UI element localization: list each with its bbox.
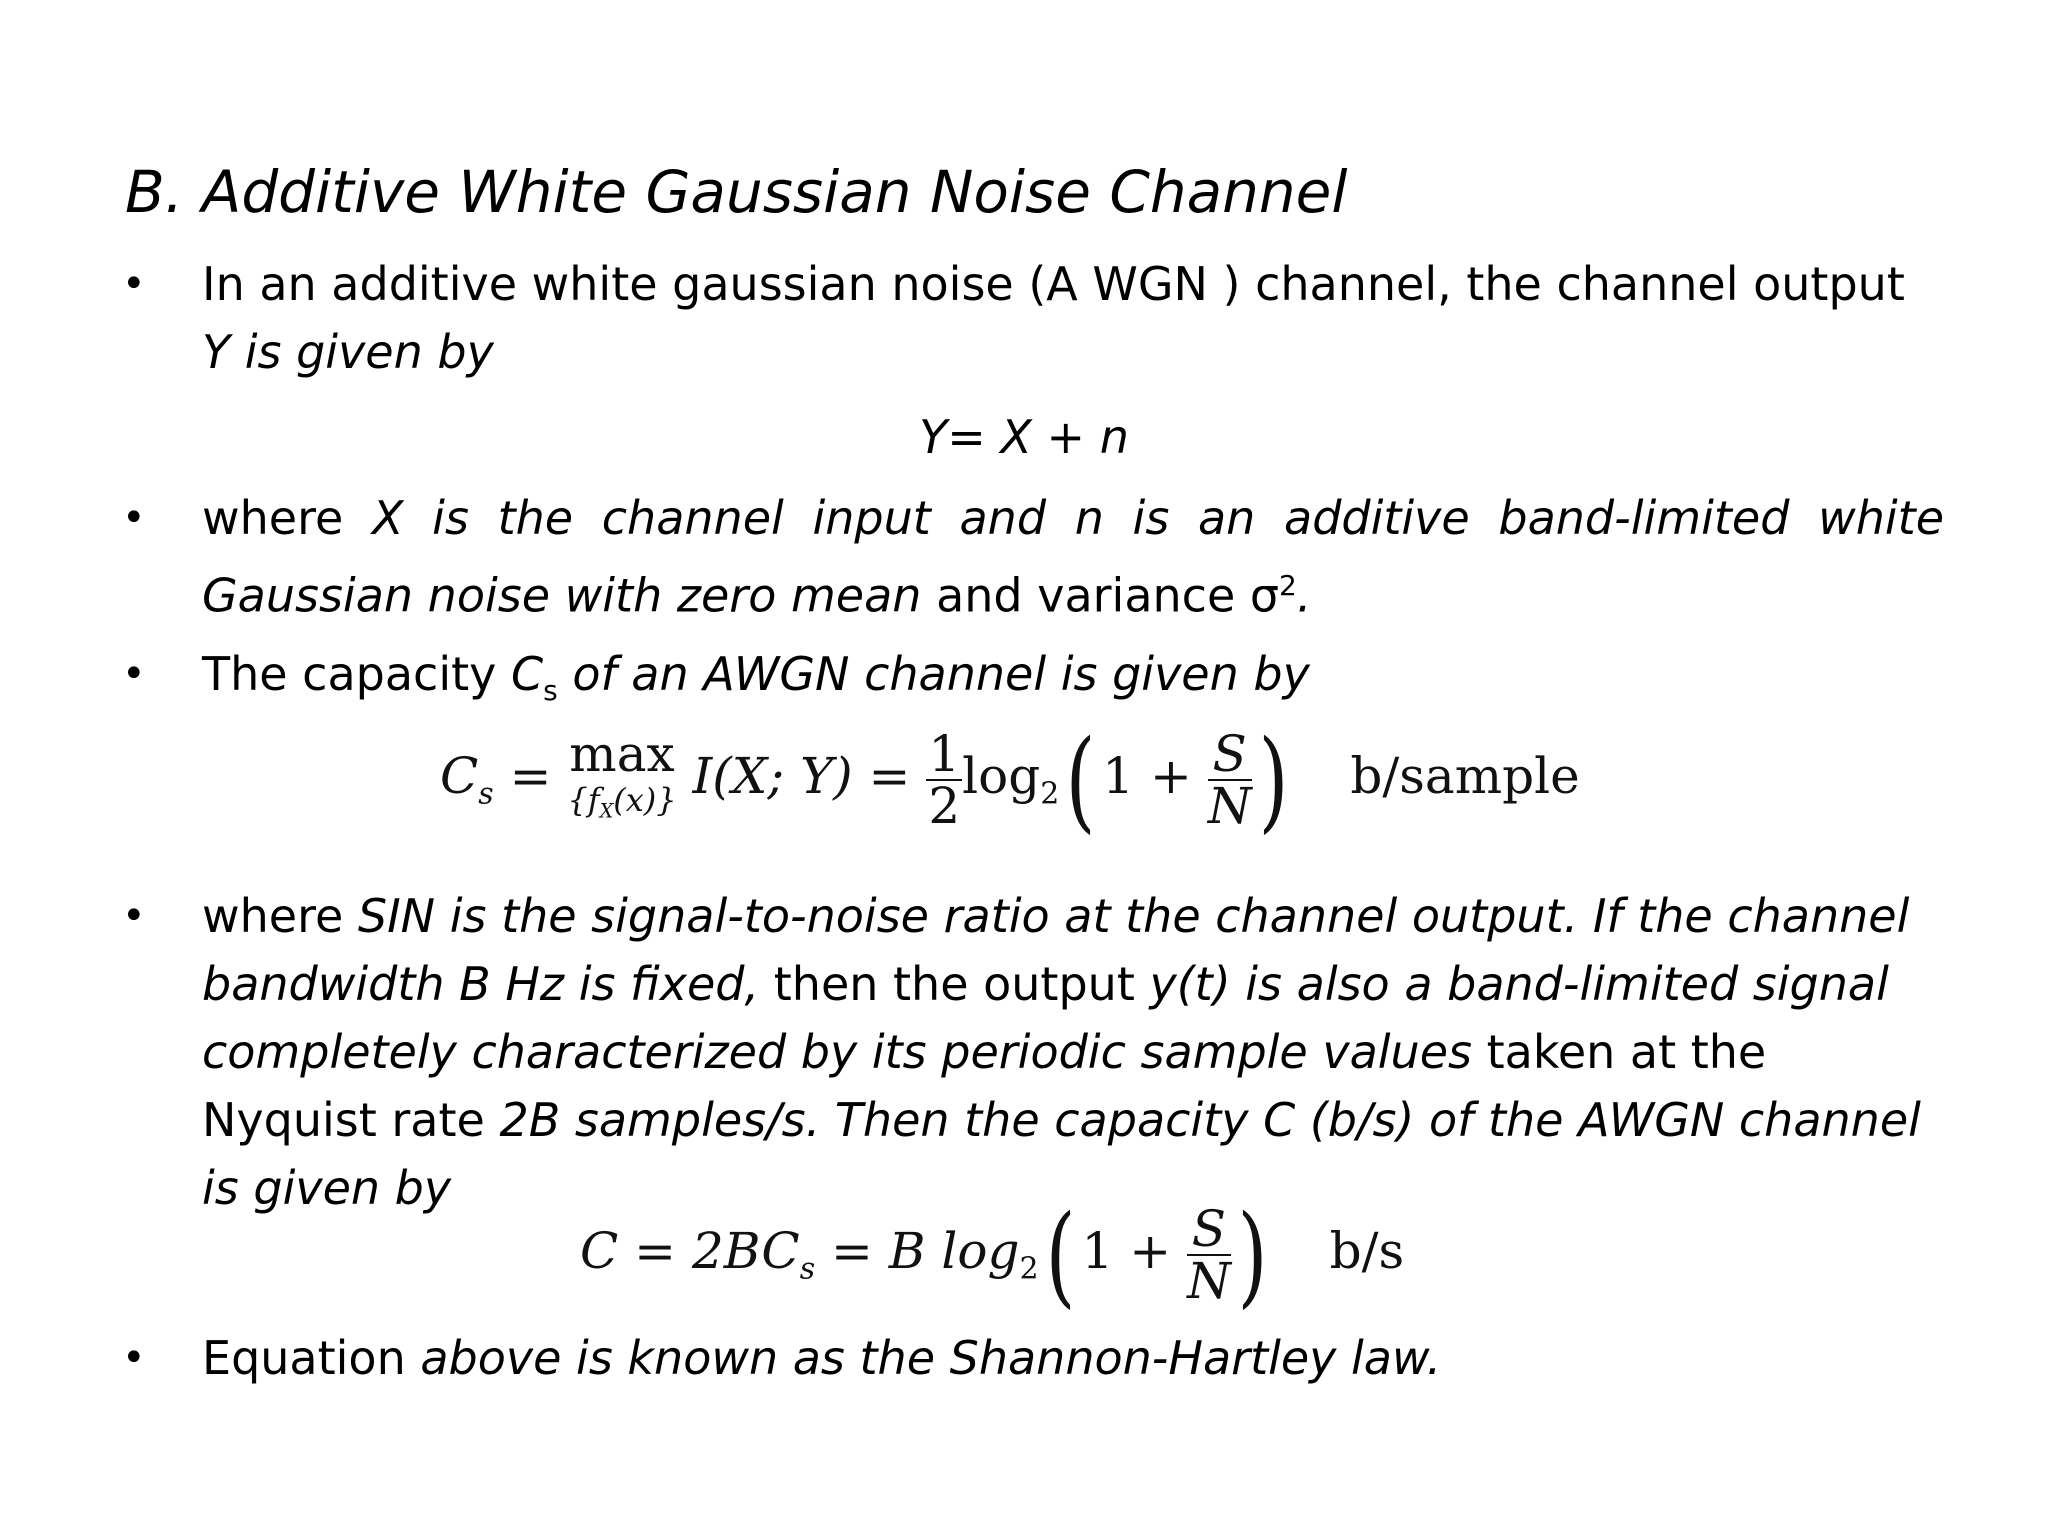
eq2-lhs-sub: s: [799, 1251, 816, 1287]
eq-snr-num: S: [1208, 729, 1252, 781]
eq-max-under-a: {f: [567, 781, 600, 819]
eq2-snr-den: N: [1187, 1252, 1231, 1310]
eq2-mid: = B log: [831, 1222, 1020, 1280]
bullet-3-text: The capacity: [202, 647, 497, 701]
bullet-3-text-italic: of an AWGN channel is given by: [572, 647, 1310, 701]
bullet-4-text-a: where: [202, 889, 344, 943]
eq-unit: b/sample: [1350, 747, 1580, 805]
bullet-5-text-italic: above is known as the Shannon-Hartley law.: [420, 1331, 1442, 1385]
slide-title: B. Additive White Gaussian Noise Channel: [125, 158, 1348, 226]
eq2-snr-num: S: [1187, 1204, 1231, 1256]
bullet-3-sub: s: [543, 674, 558, 708]
equation-simple: Y= X + n: [919, 410, 1129, 464]
eq-log: log: [962, 747, 1041, 805]
eq-close-paren: ): [1258, 716, 1289, 844]
bullet-4-text-b: SIN is the signal-to-noise ratio at the channel output. If the channel bandwidth B Hz is fixed,: [202, 889, 1910, 1011]
eq-mutual-info: I(X; Y) =: [692, 747, 911, 805]
eq-equals: =: [509, 747, 552, 805]
eq-cs-sub: s: [478, 776, 494, 812]
bullet-2-text: where: [202, 491, 344, 545]
eq-snr: [1207, 725, 1252, 835]
eq-max-under-b: (x)}: [613, 781, 677, 819]
bullet-4-text-f: 2B samples/s. Then the capacity C (b/s) of the AWGN channel is given by: [202, 1093, 1921, 1215]
equation-shannon: [580, 1191, 1405, 1319]
bullet-1-text-italic: Y is given by: [202, 325, 494, 379]
bullet-3-symbol: C: [511, 647, 544, 701]
eq-log-sub: 2: [1040, 776, 1060, 812]
bullet-marker: •: [122, 261, 146, 307]
eq-max-under-sub: X: [599, 799, 614, 823]
equation-capacity: [440, 716, 1580, 844]
bullet-marker: •: [122, 1335, 146, 1381]
eq2-unit: b/s: [1329, 1222, 1405, 1280]
eq-half-den: 2: [928, 777, 961, 835]
eq-cs-symbol: C: [440, 747, 479, 805]
eq2-one-plus: 1 +: [1081, 1222, 1172, 1280]
bullet-5-text: Equation: [202, 1331, 406, 1385]
eq-snr-den: N: [1207, 777, 1252, 835]
bullet-4-text-e: taken at the Nyquist rate: [202, 1025, 1767, 1147]
eq2-open-paren: (: [1045, 1191, 1076, 1319]
eq-half: [926, 725, 962, 835]
bullet-2: [202, 484, 1944, 629]
bullet-marker: •: [122, 893, 146, 939]
eq2-log-sub: 2: [1019, 1251, 1039, 1287]
bullet-3: [202, 640, 1944, 725]
eq-max-label: max: [569, 725, 675, 783]
eq2-snr: [1187, 1200, 1231, 1310]
eq-max-under: [567, 783, 676, 822]
eq2-lhs: C = 2BC: [580, 1222, 800, 1280]
eq-one-plus: 1 +: [1102, 747, 1192, 805]
eq2-close-paren: ): [1237, 1191, 1268, 1319]
bullet-2-text-italic: X is the channel input and n is an additive band-limited white Gaussian noise with zero mean: [202, 491, 1944, 623]
bullet-2-text-variance: and variance σ: [936, 568, 1280, 623]
bullet-4-text-d: y(t) is also a band-limited signal completely characterized by its periodic sample values: [202, 957, 1889, 1079]
eq-max: [567, 725, 676, 822]
bullet-2-sup: 2: [1279, 569, 1297, 602]
bullet-marker: •: [122, 495, 146, 541]
bullet-marker: •: [122, 651, 146, 697]
bullet-1: [202, 250, 1944, 386]
bullet-1-text: In an additive white gaussian noise (A WGN ) channel, the channel output: [202, 257, 1905, 311]
eq-half-num: 1: [928, 725, 961, 783]
eq-open-paren: (: [1065, 716, 1096, 844]
bullet-5: [202, 1324, 1944, 1392]
bullet-4: [202, 882, 1944, 1222]
bullet-2-period: .: [1296, 568, 1312, 623]
bullet-4-text-c: then the output: [773, 957, 1135, 1011]
